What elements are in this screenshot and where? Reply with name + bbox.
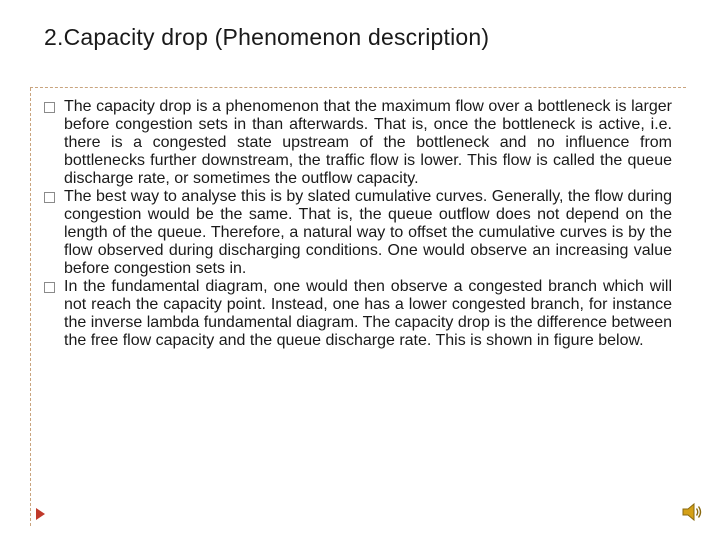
checkbox-bullet-icon: [44, 192, 55, 203]
play-arrow-icon[interactable]: [36, 508, 45, 520]
speaker-icon[interactable]: [680, 500, 704, 524]
bullet-item: [44, 188, 672, 278]
checkbox-bullet-icon: [44, 282, 55, 293]
bullet-text: The best way to analyse this is by slated cumulative curves. Generally, the flow during congestion would be the same. That is, the queue outflow does not depend on the length of the queue. Therefore, a natural way to offset the cumulative curves is by the flow observed during discharging conditions. One would observe an increasing value before congestion sets in.: [64, 188, 672, 277]
slide-title: 2.Capacity drop (Phenomenon description): [44, 24, 490, 50]
checkbox-bullet-icon: [44, 102, 55, 113]
left-divider: [30, 88, 31, 526]
bullet-text: In the fundamental diagram, one would then observe a congested branch which will not reach the capacity point. Instead, one has a lower congested branch, for instance the inverse lambda fundamental diagram. The capacity drop is the difference between the free flow capacity and the queue discharge rate. This is shown in figure below.: [64, 278, 672, 349]
bullet-list: [44, 98, 672, 350]
bullet-item: [44, 98, 672, 188]
bullet-item: [44, 278, 672, 350]
title-divider: [30, 87, 686, 88]
bullet-text: The capacity drop is a phenomenon that the maximum flow over a bottleneck is larger before congestion sets in than afterwards. That is, once the bottleneck is active, i.e. there is a congested state upstream of the bottleneck and no influence from bottlenecks further downstream, the traffic flow is lower. This flow is called the queue discharge rate, or sometimes the outflow capacity.: [64, 98, 672, 187]
